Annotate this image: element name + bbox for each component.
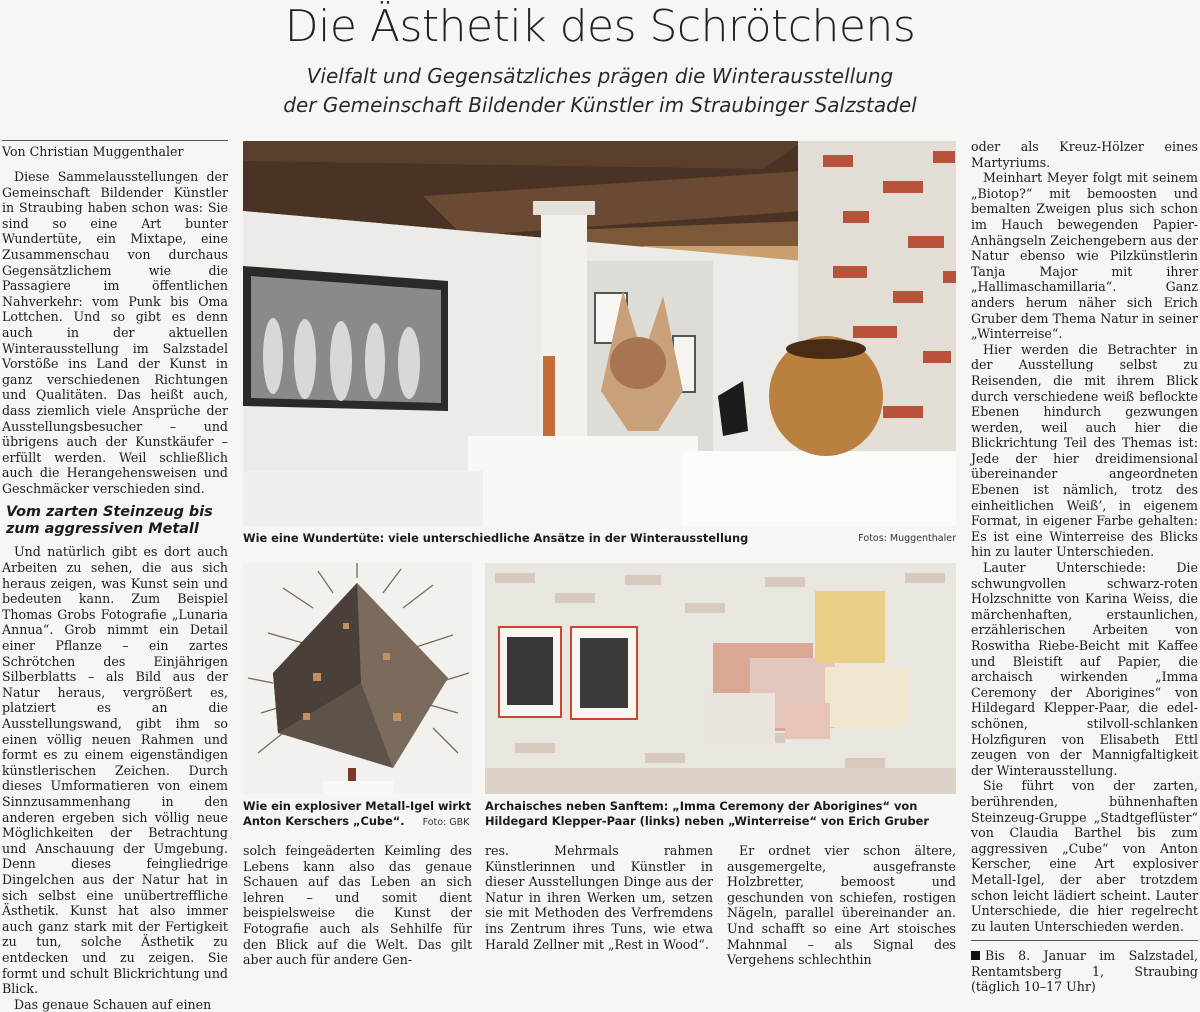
paragraph: Das genaue Schauen auf einen bbox=[14, 996, 212, 1012]
article-column-5 bbox=[971, 139, 1198, 995]
subheadline-line-1: Vielfalt und Gegensätzliches prägen die Winterausstellung bbox=[306, 64, 894, 88]
paragraph: solch feingeäderten Keimling des Lebens kann also das genaue Schauen auf das Leben an sich lehren – und somit dient beispielsweise die Kunst der Fotografie auch als Sehhilfe für den Blick auf die Welt. Das gilt aber auch für andere Gen- bbox=[243, 843, 472, 968]
paragraph: oder als Kreuz-Hölzer eines Martyriums. bbox=[971, 139, 1198, 170]
article-column-4 bbox=[727, 843, 956, 968]
article-column-3 bbox=[485, 843, 713, 952]
caption-archaic: Archaisches neben Sanftem: „Imma Ceremony der Aborigines“ von Hildegard Klepper-Paar (links) neben „Winterreise“ von Erich Gruber bbox=[485, 799, 929, 828]
byline-rule bbox=[2, 140, 228, 141]
byline: Von Christian Muggenthaler bbox=[2, 144, 184, 159]
caption-cube bbox=[243, 799, 475, 830]
paragraph: Diese Sammelausstellungen der Gemeinschaft Bildender Künstler in Straubing haben schon was: Sie sind so eine Art bunter Wundertüte, ein Mixtape, eine Zusammenschau von durchaus Gegensätzlichem wie die Passagiere im öffentlichen Nahverkehr: vom Punk bis Oma Lottchen. Und so gibt es denn auch in der aktuellen Winterausstellung im Salzstadel Vorstöße ins Land der Kunst in ganz verschiedenen Richtungen und Qualitäten. Das heißt auch, dass ziemlich viele Ansprüche der Ausstellungsbesucher – und übrigens auch der Kunstkäufer – erfüllt werden. Weil schließlich auch die Herangehensweisen und Geschmäcker verschieden sind. bbox=[2, 169, 228, 496]
photo-cube-sculpture bbox=[243, 563, 472, 794]
credit-cube: Foto: GBK bbox=[422, 817, 470, 828]
info-rule bbox=[971, 940, 1198, 941]
subheading: Vom zarten Steinzeug bis zum aggressiven Metall bbox=[6, 504, 213, 538]
caption-main: Wie eine Wundertüte: viele unterschiedliche Ansätze in der Winterausstellung bbox=[243, 531, 749, 545]
article-column-2 bbox=[243, 843, 472, 968]
paragraph: Und natürlich gibt es dort auch Arbeiten zu sehen, die aus sich heraus zeigen, was Kunst sein und bedeuten kann. Zum Beispiel Thomas Grobs Fotografie „Lunaria Annua“. Grob nimmt ein Detail einer Pflanze – ein zartes Schrötchen des Einjährigen Silberblatts – als Bild aus der Natur heraus, vergrößert es, platziert es an die Ausstellungswand, gibt ihm so einen völlig neuen Rahmen und formt es zu einem eigenständigen künstlerischen Zeichen. Durch dieses Umformatieren von einem Sinnzusammenhang in den anderen ergeben sich völlig neue Möglichkeiten der Betrachtung und Anschauung der Umgebung. Denn dieses feingliedrige Dingelchen aus der Natur hat in sich selbst eine unübertreffliche Ästhetik. Kunst hat also immer auch ganz stark mit der Fertigkeit zu tun, solche Ästhetik zu entdecken und zu zeigen. Sie formt und schult Blickrichtung und Blick. bbox=[2, 544, 228, 997]
photo-archaic-and-winterreise bbox=[485, 563, 956, 794]
paragraph: Sie führt von der zarten, berührenden, bühnenhaften Steinzeug-Gruppe „Stadtgeflüster“ von Claudia Barthel bis zum aggressiven „Cube“ von Anton Kerscher, eine Art explosiver Metall-Igel, der aber trotzdem schon leicht lädiert scheint. Lauter Unterschiede, die hier regelrecht zu lauten Unterschieden werden. bbox=[971, 778, 1198, 934]
paragraph: res. Mehrmals rahmen Künstlerinnen und Künstler in dieser Ausstellungen Dinge aus der Natur in ihren Werken um, setzen sie mit Methoden des Verfremdens ins Zentrum ihres Tuns, wie etwa Harald Zellner mit „Rest in Wood“. bbox=[485, 843, 713, 952]
photo-exhibition-hall bbox=[243, 141, 956, 526]
subheadline-line-2: der Gemeinschaft Bildender Künstler im Straubinger Salzstadel bbox=[283, 93, 917, 117]
paragraph: Meinhart Meyer folgt mit seinem „Biotop?“ mit bemoosten und bemalten Zweigen plus sich schon im Hauch bewegenden Papier-Anhängseln Zeichengebern aus der Natur ebenso wie Pilzkünstlerin Tanja Major mit ihrer „Hallimaschamillaria“. Ganz anders herum näher sich Erich Gruber dem Thema Natur in seiner „Winterreise“. bbox=[971, 170, 1198, 342]
caption-cube-text: Wie ein explosiver Metall-Igel wirkt Anton Kerschers „Cube“. bbox=[243, 799, 472, 828]
paragraph: Er ordnet vier schon ältere, ausgemergelte, ausgefranste Holzbretter, bemoost und geschunden von schiefen, rostigen Nägeln, parallel übereinander an. Und schafft so eine Art stoisches Mahnmal – als Signal des Vergehens schlechthin bbox=[727, 843, 956, 968]
headline: Die Ästhetik des Schrötchens bbox=[284, 1, 916, 52]
paragraph: Lauter Unterschiede: Die schwungvollen schwarz-roten Holzschnitte von Karina Weiss, die märchenhaften, erstaunlichen, erzählerischen Arbeiten von Roswitha Riebe-Beicht mit Kaffee und Bleistift auf Papier, die archaisch wirkenden „Imma Ceremony der Aborigines“ von Hildegard Klepper-Paar, die edel-schönen, stilvoll-schlanken Holzfiguren von Elisabeth Ettl zeugen von der Mannigfaltigkeit der Winterausstellung. bbox=[971, 560, 1198, 778]
credit-main: Fotos: Muggenthaler bbox=[858, 533, 956, 544]
info-box bbox=[971, 948, 1198, 995]
info-text: Bis 8. Januar im Salzstadel, Rentamtsberg 1, Straubing (täglich 10–17 Uhr) bbox=[971, 948, 1198, 995]
article-column-1 bbox=[2, 140, 228, 1012]
subheadline bbox=[0, 62, 1200, 120]
paragraph: Hier werden die Betrachter in der Ausstellung selbst zu Reisenden, die mit ihrem Blick durch verschiedene weiß beflockte Ebenen hindurch gezwungen werden, weil auch hier die Blickrichtung Teil des Themas ist: Jede der hier dreidimensional übereinander angeordneten Ebenen ist nämlich, trotz des einheitlichen Weiß’, in eigenem Format, in eigener Farbe gehalten: Es ist eine Winterreise des Blicks hin zu lauter Unterschieden. bbox=[971, 341, 1198, 560]
bullet-square-icon bbox=[971, 951, 980, 960]
